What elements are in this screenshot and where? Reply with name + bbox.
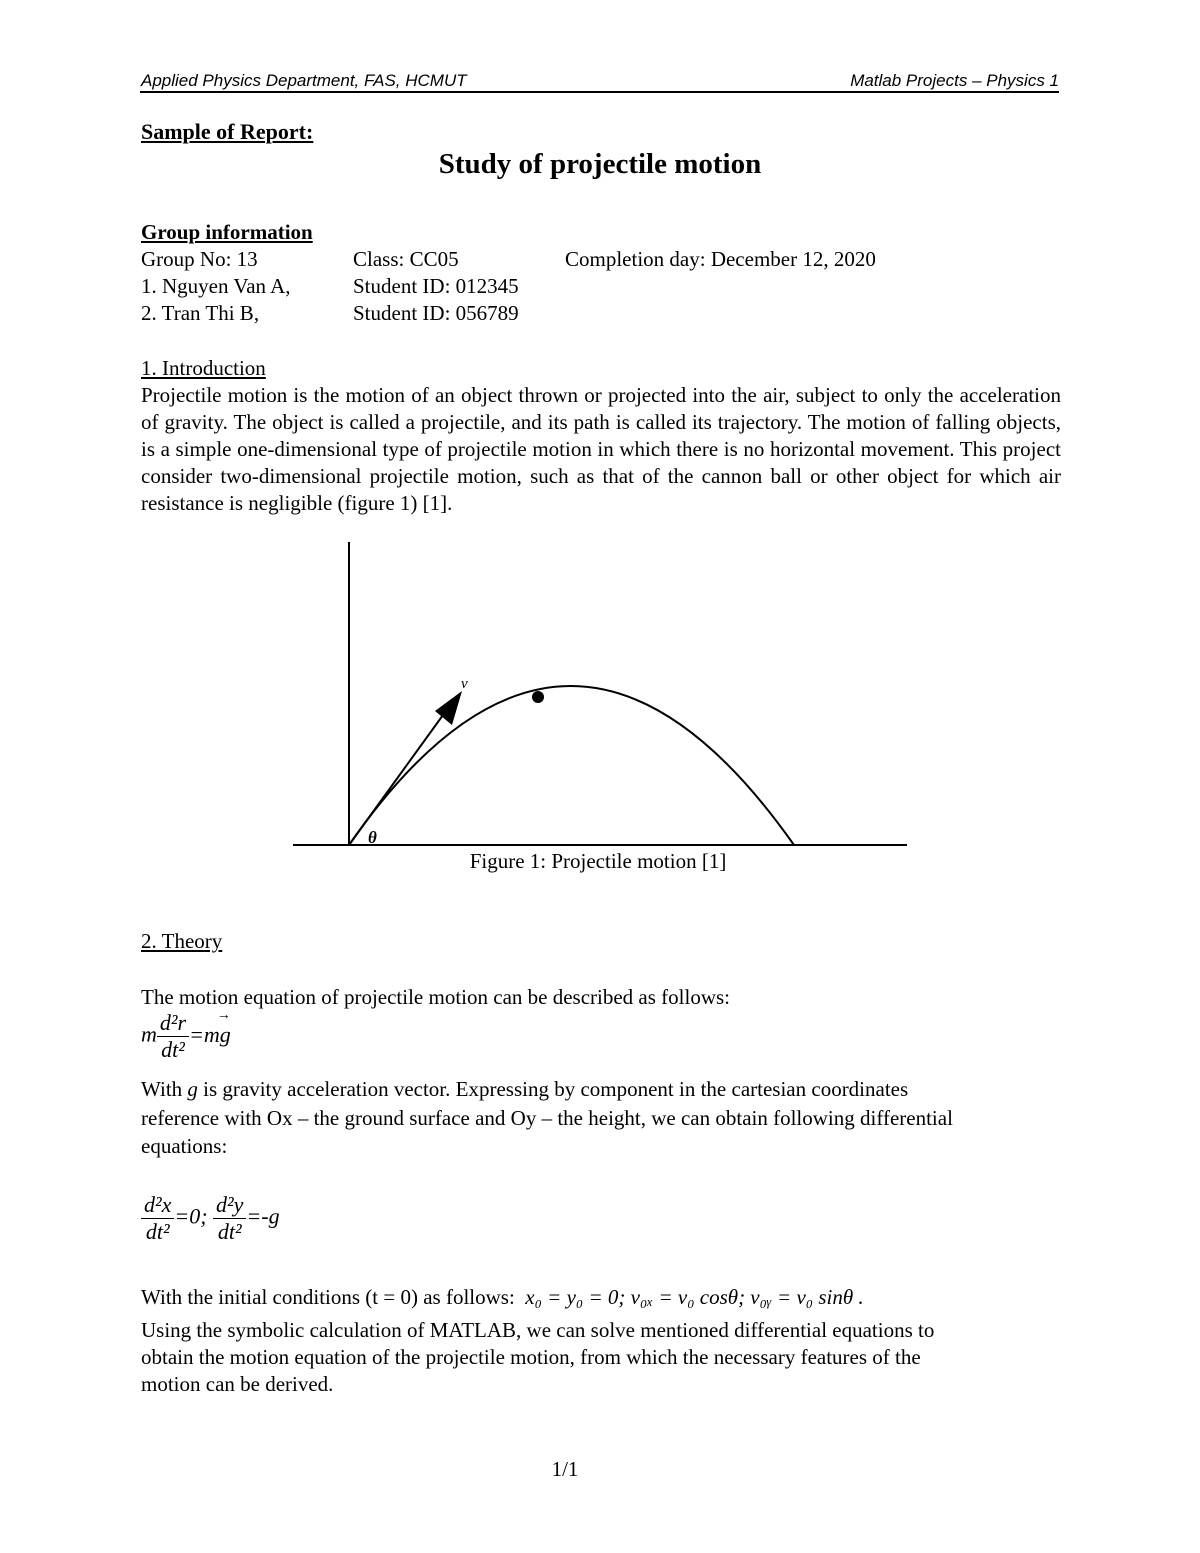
group-class: Class: CC05 bbox=[353, 247, 459, 271]
intro-heading: 1. Introduction bbox=[141, 356, 266, 380]
member-name: 2. Tran Thi B, bbox=[141, 301, 260, 325]
equation-denominator: dt² bbox=[145, 1219, 170, 1244]
equation-numerator: d²x bbox=[141, 1192, 174, 1219]
equation-mass: m bbox=[141, 1021, 157, 1047]
theory-line: motion can be derived. bbox=[141, 1372, 334, 1396]
projectile-figure bbox=[280, 535, 920, 855]
equation-numerator: d²y bbox=[213, 1192, 246, 1219]
header-department: Applied Physics Department, FAS, HCMUT bbox=[141, 71, 467, 90]
trajectory-curve bbox=[349, 686, 794, 845]
group-number: Group No: 13 bbox=[141, 247, 258, 271]
group-heading: Group information bbox=[141, 220, 313, 244]
header-project: Matlab Projects – Physics 1 bbox=[850, 71, 1059, 90]
theory-heading: 2. Theory bbox=[141, 929, 223, 953]
projectile-point bbox=[532, 691, 544, 703]
header-rule bbox=[140, 91, 1059, 93]
completion-date: Completion day: December 12, 2020 bbox=[565, 247, 876, 271]
velocity-label: v bbox=[461, 676, 468, 692]
vector-arrow-icon: → bbox=[216, 1007, 231, 1023]
theory-line: The motion equation of projectile motion can be described as follows: bbox=[141, 985, 731, 1009]
initial-conditions bbox=[141, 1284, 864, 1311]
equation-denominator: dt² bbox=[161, 1037, 185, 1062]
member-id: Student ID: 012345 bbox=[353, 274, 519, 298]
theory-line: reference with Ox – the ground surface and Oy – the height, we can obtain following differential bbox=[141, 1106, 953, 1130]
page-number: 1/1 bbox=[551, 1457, 579, 1481]
page-title: Study of projectile motion bbox=[438, 148, 762, 180]
member-id: Student ID: 056789 bbox=[353, 301, 519, 325]
equation-numerator: d²r bbox=[157, 1010, 189, 1037]
equation-components bbox=[141, 1192, 280, 1245]
theory-text: With bbox=[141, 1077, 188, 1101]
report-label: Sample of Report: bbox=[141, 119, 314, 144]
theory-line: obtain the motion equation of the projectile motion, from which the necessary features of the bbox=[141, 1345, 921, 1369]
figure-caption: Figure 1: Projectile motion [1] bbox=[469, 849, 727, 873]
initial-conditions-text: With the initial conditions (t = 0) as follows: bbox=[141, 1285, 515, 1309]
equation-rhs: =-g bbox=[246, 1203, 280, 1229]
equation-denominator: dt² bbox=[217, 1219, 242, 1244]
initial-conditions-equation: x₀ = y₀ = 0; v₀ₓ = v₀ cosθ; v₀ᵧ = v₀ sinθ . bbox=[525, 1285, 864, 1309]
theory-text: is gravity acceleration vector. Expressing by component in the cartesian coordinates bbox=[197, 1077, 909, 1101]
theory-line: Using the symbolic calculation of MATLAB, we can solve mentioned differential equations to bbox=[141, 1318, 935, 1342]
gravity-symbol: g bbox=[187, 1077, 198, 1101]
member-name: 1. Nguyen Van A, bbox=[141, 274, 291, 298]
equation-middle: =0; bbox=[174, 1203, 214, 1229]
theory-line: equations: bbox=[141, 1134, 228, 1158]
theory-line bbox=[141, 1076, 908, 1103]
velocity-vector bbox=[349, 715, 443, 845]
equation-rhs: =mg bbox=[189, 1021, 231, 1047]
angle-label: θ bbox=[368, 828, 377, 847]
intro-paragraph: Projectile motion is the motion of an object thrown or projected into the air, subject to only the acceleration of gravity. The object is called a projectile, and its path is called its trajectory. The motion of falling objects, is a simple one-dimensional type of projectile motion in which there is no horizontal movement. This project consider two-dimensional projectile motion, such as that of the cannon ball or other object for which air resistance is negligible (figure 1) [1]. bbox=[141, 383, 1061, 515]
equation-newton bbox=[141, 1007, 231, 1063]
